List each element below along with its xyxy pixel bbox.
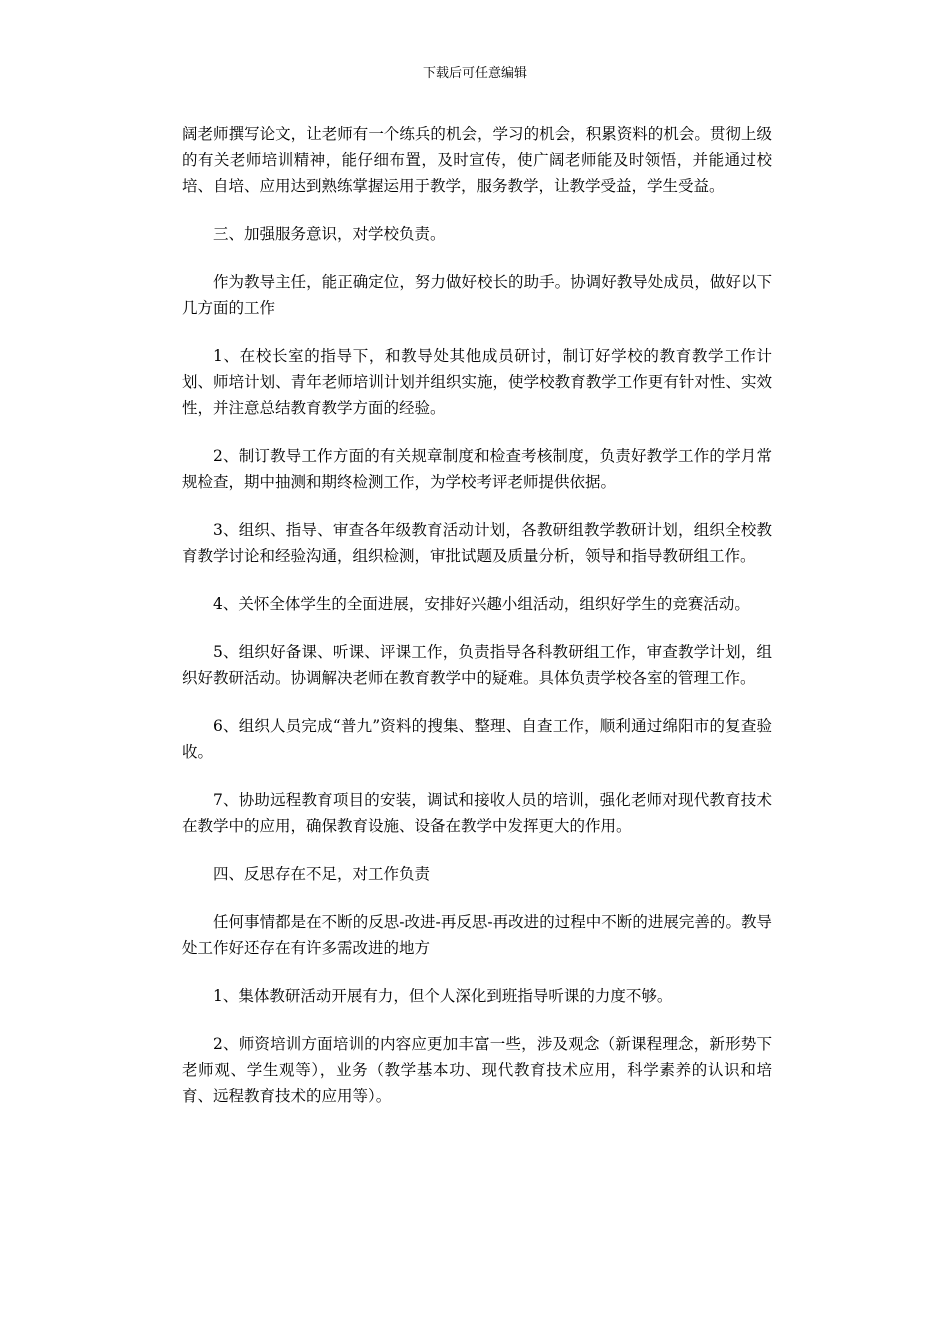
paragraph: 作为教导主任，能正确定位，努力做好校长的助手。协调好教导处成员，做好以下几方面的工作 bbox=[182, 273, 772, 317]
list-item-6: 6、组织人员完成“普九”资料的搜集、整理、自查工作，顺利通过绵阳市的复查验收。 bbox=[182, 717, 772, 761]
list-item-1: 1、在校长室的指导下，和教导处其他成员研讨，制订好学校的教育教学工作计划、师培计划、青年老师培训计划并组织实施，使学校教育教学工作更有针对性、实效性，并注意总结教育教学方面的经验。 bbox=[182, 347, 772, 417]
list-item-7: 7、协助远程教育项目的安装，调试和接收人员的培训，强化老师对现代教育技术在教学中的应用，确保教育设施、设备在教学中发挥更大的作用。 bbox=[182, 791, 772, 835]
section-heading-4: 四、反思存在不足，对工作负责 bbox=[213, 865, 431, 883]
section-heading-3: 三、加强服务意识，对学校负责。 bbox=[213, 225, 446, 243]
paragraph: 任何事情都是在不断的反思-改进-再反思-再改进的过程中不断的进展完善的。教导处工作好还存在有许多需改进的地方 bbox=[182, 913, 772, 957]
list-item-2: 2、师资培训方面培训的内容应更加丰富一些，涉及观念（新课程理念，新形势下老师观、学生观等），业务（教学基本功、现代教育技术应用，科学素养的认识和培育、远程教育技术的应用等）。 bbox=[182, 1035, 772, 1105]
list-item-3: 3、组织、指导、审查各年级教育活动计划，各教研组教学教研计划，组织全校教育教学讨论和经验沟通，组织检测，审批试题及质量分析，领导和指导教研组工作。 bbox=[182, 521, 772, 565]
list-item-4: 4、关怀全体学生的全面进展，安排好兴趣小组活动，组织好学生的竞赛活动。 bbox=[213, 595, 750, 613]
document-body bbox=[182, 121, 772, 1131]
list-item-1: 1、集体教研活动开展有力，但个人深化到班指导听课的力度不够。 bbox=[213, 987, 673, 1005]
list-item-5: 5、组织好备课、听课、评课工作，负责指导各科教研组工作，审查教学计划，组织好教研活动。协调解决老师在教育教学中的疑难。具体负责学校各室的管理工作。 bbox=[182, 643, 772, 687]
page-header: 下载后可任意编辑 bbox=[422, 66, 527, 81]
paragraph-continuation: 阔老师撰写论文，让老师有一个练兵的机会，学习的机会，积累资料的机会。贯彻上级的有关老师培训精神，能仔细布置，及时宣传，使广阔老师能及时领悟，并能通过校培、自培、应用达到熟练掌握运用于教学，服务教学，让教学受益，学生受益。 bbox=[182, 125, 772, 195]
list-item-2: 2、制订教导工作方面的有关规章制度和检查考核制度，负责好教学工作的学月常规检查，期中抽测和期终检测工作，为学校考评老师提供依据。 bbox=[182, 447, 772, 491]
